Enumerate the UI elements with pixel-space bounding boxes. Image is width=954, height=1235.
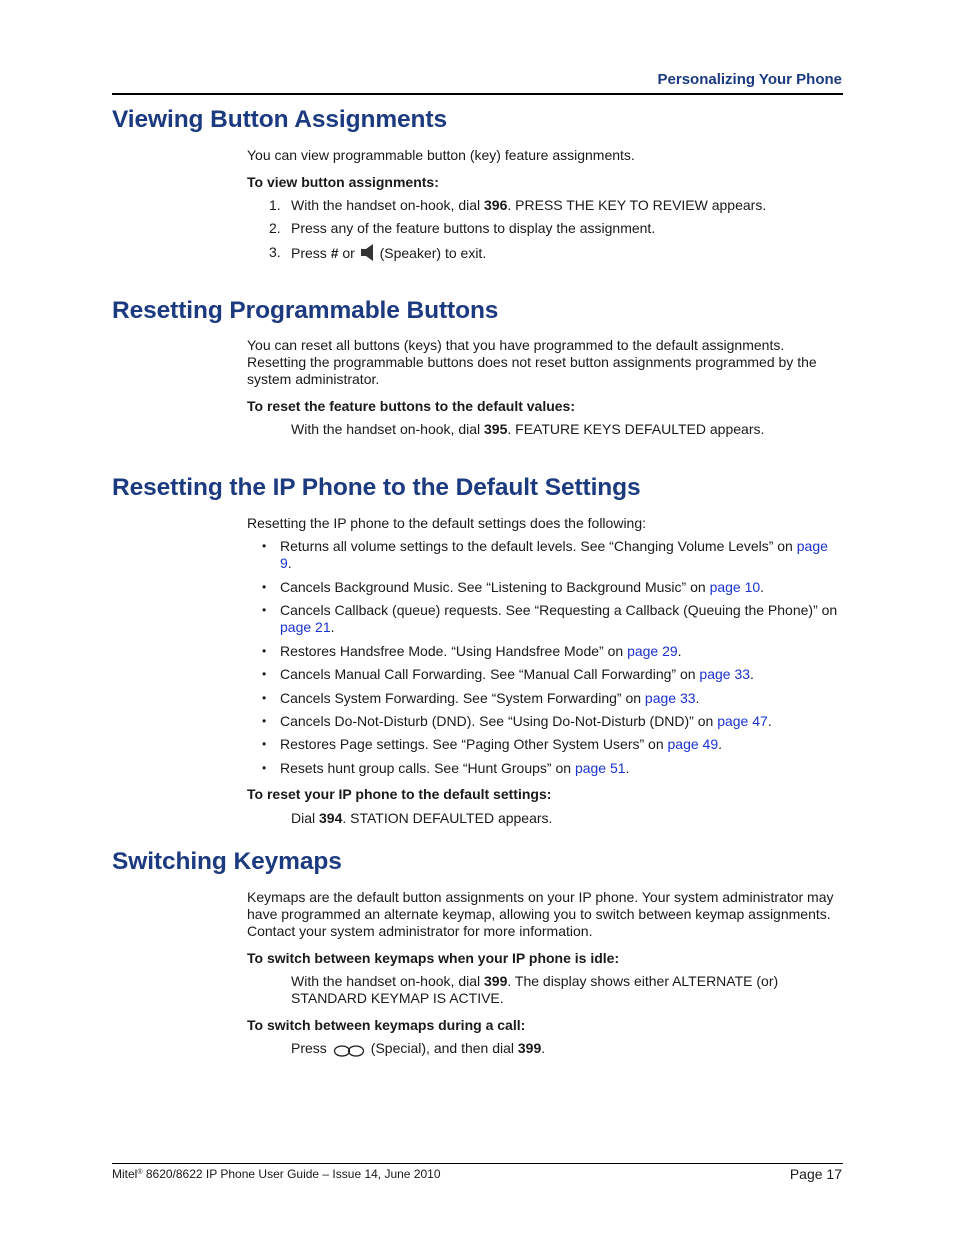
page-link[interactable]: page 29 [627,643,678,659]
section-intro: You can view programmable button (key) feature assignments. [247,147,635,163]
step-text: With the handset on-hook, dial 399. The display shows either ALTERNATE (or) STANDARD KEYMAP IS ACTIVE. [291,973,779,1006]
bullet: • [262,667,267,681]
page-link[interactable]: page 33 [644,690,696,706]
page-number: Page 17 [789,1166,842,1182]
header-rule [112,93,843,95]
bullet: • [262,603,267,617]
step-text: With the handset on-hook, dial 395. FEATURE KEYS DEFAULTED appears. [291,421,765,437]
procedure-heading: To reset your IP phone to the default settings: [247,786,552,802]
section-title-resetting-ip-phone: Resetting the IP Phone to the Default Settings [112,474,641,501]
page-link[interactable]: page 21 [280,619,331,635]
bullet-item: Cancels Background Music. See “Listening to Background Music” on page 10. [280,579,765,595]
bullet-item: Cancels Do-Not-Disturb (DND). See “Using Do-Not-Disturb (DND)” on page 47. [280,713,772,729]
procedure-heading: To switch between keymaps during a call: [247,1017,526,1033]
step-text: Dial 394. STATION DEFAULTED appears. [291,810,553,826]
bullet-item: Restores Handsfree Mode. “Using Handsfree Mode” on page 29. [280,643,682,659]
bullet-item: Cancels Callback (queue) requests. See “Requesting a Callback (Queuing the Phone)” on page 21. [280,602,838,635]
speaker-icon [361,244,374,261]
bullet-item: Cancels System Forwarding. See “System Forwarding” on page 33. [280,690,700,706]
section-intro: You can reset all buttons (keys) that you have programmed to the default assignments. Resetting the programmable buttons does not reset button assignments programmed by the system administrator. [247,337,817,387]
step-number: 3. [269,244,281,260]
page-link[interactable]: page 33 [699,666,751,682]
page-link[interactable]: page 9 [280,538,828,571]
bullet-item: Resets hunt group calls. See “Hunt Groups” on page 51. [280,760,630,776]
step-text: Press any of the feature buttons to display the assignment. [291,220,656,236]
page-link[interactable]: page 51 [574,760,626,776]
procedure-heading: To reset the feature buttons to the default values: [247,398,576,414]
bullet-item: Cancels Manual Call Forwarding. See “Manual Call Forwarding” on page 33. [280,666,754,682]
bullet: • [262,644,267,658]
page-link[interactable]: page 49 [667,736,719,752]
bullet: • [262,580,267,594]
page-link[interactable]: page 10 [709,579,761,595]
step-text: Press # or (Speaker) to exit. [291,245,487,261]
procedure-heading: To switch between keymaps when your IP phone is idle: [247,950,620,966]
bullet-item: Restores Page settings. See “Paging Other System Users” on page 49. [280,736,723,752]
section-title-resetting-programmable-buttons: Resetting Programmable Buttons [112,297,499,324]
bullet: • [262,737,267,751]
step-number: 2. [269,220,281,236]
step-text: Press (Special), and then dial 399. [291,1040,546,1056]
procedure-heading: To view button assignments: [247,174,439,190]
running-header: Personalizing Your Phone [657,71,842,88]
special-key-icon [333,1043,365,1057]
bullet: • [262,714,267,728]
bullet-item: Returns all volume settings to the default levels. See “Changing Volume Levels” on page 9. [280,538,828,571]
section-intro: Resetting the IP phone to the default settings does the following: [247,515,647,531]
step-number: 1. [269,197,281,213]
page-link[interactable]: page 47 [717,713,768,729]
footer-rule [112,1163,843,1164]
step-text: With the handset on-hook, dial 396. PRESS THE KEY TO REVIEW appears. [291,197,767,213]
section-title-viewing-button-assignments: Viewing Button Assignments [112,106,447,133]
section-title-switching-keymaps: Switching Keymaps [112,848,342,875]
section-intro: Keymaps are the default button assignments on your IP phone. Your system administrator may have programmed an alternate keymap, allowing you to switch between keymap assignments. Contact your system administrator for more information. [247,889,834,939]
bullet: • [262,691,267,705]
bullet: • [262,539,267,553]
bullet: • [262,761,267,775]
footer-document-title: Mitel® 8620/8622 IP Phone User Guide – Issue 14, June 2010 [112,1167,441,1181]
